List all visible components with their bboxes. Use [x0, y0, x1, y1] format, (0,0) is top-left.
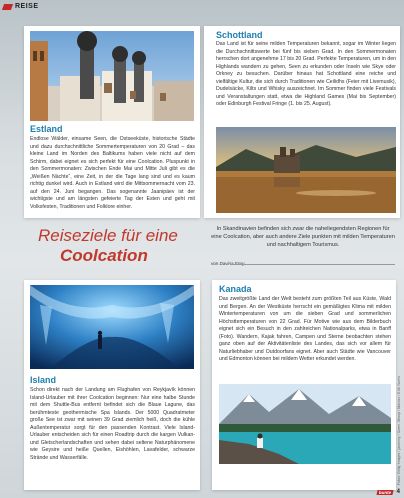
card-estland — [24, 26, 200, 218]
schottland-text: Das Land ist für seine milden Temperaturen bekannt, sogar im Winter liegen die Durchschnittswerte bei fünf bis sieben Grad. In den Sommermonaten herrschen dort angenehme 17 bis 20 Grad. Perfekte Temperaturen, um in den Highlands wandern zu gehen, Seen zu erkunden oder Inseln wie Skye oder Orkney zu besuchen. Darüber hinaus hat Schottland eine reiche und vielfältige Kultur, die sich durch Traditionen wie Ceilidhs (Feier mit Livemusik), Dudelsäcke, Kilts und Whisky auszeichnet. Im Sommer finden viele Festivals und Veranstaltungen statt, etwa die Highland Games (Mai bis September) oder Edinburgh Festival Fringe (1. bis 25. August). — [216, 41, 396, 108]
estland-text: Endlose Wälder, einsame Seen, die Ostseeküste, historische Städte und dazu durchschnittliche Sommertemperaturen von 20 Grad – das kleine Land im Norden des Baltikums haben viele nicht auf dem Schirm, dabei eignet es sich perfekt für eine Coolcation. Pluspunkt in den Sommermonaten: Zwischen Ende Mai und Mitte Juli gibt es die „Weißen Nächte“, eine Zeit, in der die Tage lang sind und es kaum richtig dunkel wird. Auch in Estland wird die Mittsommernacht vom 23. auf den 24. Juni begangen. Das sogenannte Jaanipäev ist der wichtigste und am längsten gefeierte Tag der Esten und geht mit Volksfesten, Traditionen und Folklore einher. — [30, 136, 195, 210]
page-footer — [377, 489, 400, 495]
headline-line1: Reiseziele für eine — [38, 226, 178, 245]
author-divider — [230, 264, 395, 265]
schottland-photo — [216, 127, 396, 213]
kanada-photo — [219, 384, 391, 464]
author: von Davina Essy — [211, 261, 245, 266]
estland-title: Estland — [30, 124, 63, 134]
kanada-title: Kanada — [219, 284, 252, 294]
island-photo — [30, 285, 194, 369]
island-title: Island — [30, 375, 57, 385]
headline-line2: Coolcation — [60, 246, 148, 265]
bunte-logo: bunte — [378, 489, 393, 495]
estland-photo — [30, 31, 194, 121]
kanada-text: Das zweitgrößte Land der Welt besteht zum größten Teil aus Küste, Wald und Bergen. An der Westküste herrscht ein gemäßigtes Klima mit milden Wintertemperaturen von um die sieben Grad und sommerlichen Höchsttemperaturen von 22 Grad. Für Motive wie aus dem Bilderbuch eignet sich ein Besuch in den zahlreichen Nationalparks, etwa in Banff (Foto). Wandern, Kajak fahren, Campen und Sterne beobachten stehen ganz oben auf der Aktivitätenliste des Landes, das sich vor allem für Naturliebhaber und Outdoorfans eignet. Aber auch Städte wie Vancouver und Edmonton können bei mildem Wetter erkundet werden. — [219, 296, 391, 363]
island-text: Schon direkt nach der Landung am Flughafen von Reykjavík können Island-Urlauber mit ihrer Coolcation beginnen: Nur eine halbe Stunde mit dem Shuttle-Bus entfernt befindet sich die Blaue Lagune, das berühmteste geothermische Spa Islands. Der 5000 Quadratmeter große See ist zwar mit seinen 39 Grad ziemlich heiß, doch die kühle Außentemperatur sorgt für den passenden Kontrast. Viele Island-Urlauber entscheiden sich für einen Roadtrip durch die kargen Vulkan- und Gletscherlandschaften und sehen dabei seltene Naturphänomene wie Geysire und heiße Quellen, Eishöhlen, Lavafelder, schwarze Strände und Wasserfälle. — [30, 387, 195, 461]
photo-credit — [397, 325, 403, 485]
intro-text: In Skandinavien befinden sich zwar die naheliegendsten Regionen für eine Coolcation, aber auch andere Ziele punkten mit milden Temperaturen und nachhaltigem Tourismus. — [211, 226, 395, 248]
card-island — [24, 280, 200, 490]
headline — [38, 226, 218, 266]
page-number: 4 — [396, 489, 400, 495]
section-tag — [3, 3, 39, 10]
section-label: REISE — [15, 3, 39, 10]
card-kanada — [212, 280, 396, 490]
section-mark — [2, 4, 13, 10]
card-schottland — [204, 26, 400, 218]
photo-credit-text: Fotos: Getty Images / jasonmy / Swen, Stroop / Marcus / E.M. Norris — [397, 375, 401, 485]
schottland-title: Schottland — [216, 30, 263, 40]
